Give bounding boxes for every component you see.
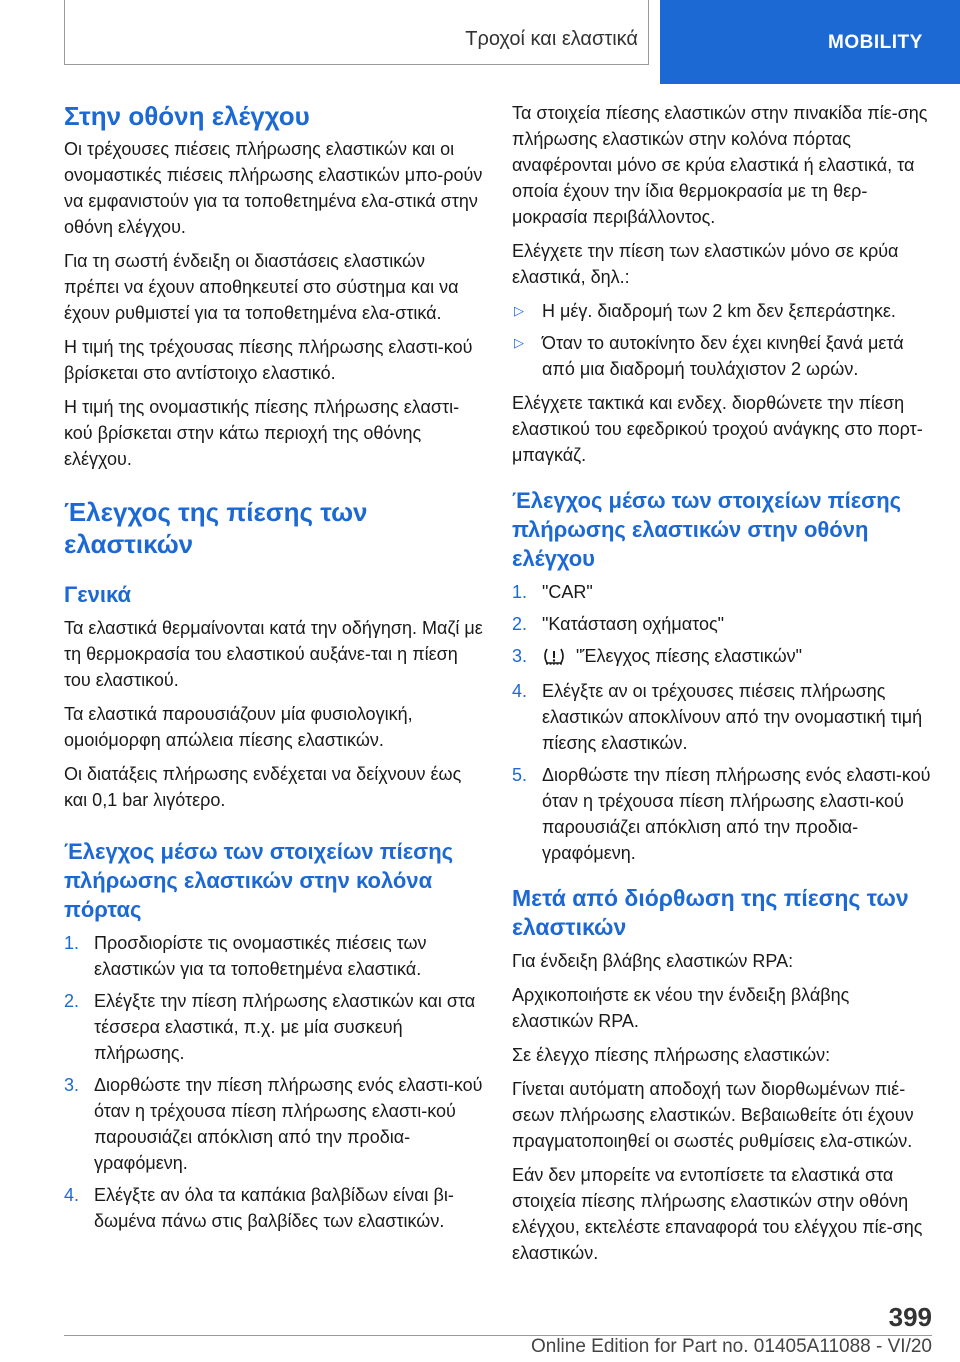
section-title-on-control-display: Στην οθόνη ελέγχου <box>64 101 310 131</box>
list-item <box>64 930 484 982</box>
step-number: 5. <box>512 765 528 785</box>
step-number: 4. <box>512 681 528 701</box>
triangle-right-bullet-icon: ▷ <box>514 335 524 350</box>
step-text: "CAR" <box>542 582 593 602</box>
paragraph: Η τιμή της τρέχουσας πίεσης πλήρωσης ελαστι-κού βρίσκεται στο αντίστοιχο ελαστικό. <box>64 337 473 383</box>
subsection-title-general: Γενικά <box>64 582 132 607</box>
list-item <box>512 678 932 756</box>
paragraph: Τα ελαστικά θερμαίνονται κατά την οδήγηση. Μαζί με τη θερμοκρασία του ελαστικού αυξάνε-ται η πίεση του ελαστικού. <box>64 618 483 690</box>
bullet-text: Όταν το αυτοκίνητο δεν έχει κινηθεί ξανά μετά από μια διαδρομή τουλάχιστον 2 ωρών. <box>542 333 904 379</box>
list-item <box>512 611 932 637</box>
paragraph: Γίνεται αυτόματη αποδοχή των διορθωμένων πιέ-σεων πλήρωσης ελαστικών. Βεβαιωθείτε ότι έχουν πραγματοποιηθεί οι σωστές ρυθμίσεις ελα-στικών. <box>512 1079 914 1151</box>
step-text: "Έλεγχος πίεσης ελαστικών" <box>576 646 803 666</box>
paragraph: Ελέγχετε την πίεση των ελαστικών μόνο σε κρύα ελαστικά, δηλ.: <box>512 241 899 287</box>
subsection-title-control-display-check: Έλεγχος μέσω των στοιχείων πίεσης πλήρωσης ελαστικών στην οθόνη ελέγχου <box>512 488 902 571</box>
footer-edition: Online Edition for Part no. 01405A11088 - VI/20 <box>530 1336 932 1357</box>
cold-tire-conditions <box>512 298 932 382</box>
step-number: 3. <box>512 646 528 666</box>
paragraph: Ελέγχετε τακτικά και ενδεχ. διορθώνετε την πίεση ελαστικού του εφεδρικού τροχού ανάγκης στο πορτ-μπαγκάζ. <box>512 393 923 465</box>
header-right-rule <box>648 0 649 65</box>
header-bottom-rule <box>64 64 648 65</box>
list-item <box>512 643 932 672</box>
paragraph: Η τιμή της ονομαστικής πίεσης πλήρωσης ελαστι-κού βρίσκεται στην κάτω περιοχή της οθόνης ελέγχου. <box>64 397 460 469</box>
step-number: 3. <box>64 1075 80 1095</box>
list-item <box>64 1182 484 1234</box>
list-item <box>512 298 932 324</box>
step-number: 2. <box>512 614 528 634</box>
paragraph: Τα στοιχεία πίεσης ελαστικών στην πινακίδα πίε-σης πλήρωσης ελαστικών στην κολόνα πόρτας αναφέρονται μόνο σε κρύα ελαστικά ή ελαστικά, τα οποία έχουν την ίδια θερμοκρασία με τη θερ-μοκρασία περιβάλλοντος. <box>512 103 928 227</box>
control-display-steps <box>512 579 932 866</box>
door-pillar-steps <box>64 930 484 1234</box>
step-number: 1. <box>512 582 528 602</box>
tire-pressure-warning-icon <box>542 646 566 672</box>
step-number: 1. <box>64 933 80 953</box>
list-item <box>512 330 932 382</box>
right-column <box>512 100 932 1274</box>
header-left-rule <box>64 0 65 65</box>
triangle-right-bullet-icon: ▷ <box>514 303 524 318</box>
paragraph: Οι τρέχουσες πιέσεις πλήρωσης ελαστικών και οι ονομαστικές πιέσεις πλήρωσης ελαστικών μπο-ρούν να εμφανιστούν για τα τοποθετημένα ελα-στικά στην οθόνη ελέγχου. <box>64 139 483 237</box>
step-number: 2. <box>64 991 80 1011</box>
header-section-title: Τροχοί και ελαστικά <box>465 28 638 50</box>
list-item <box>512 762 932 866</box>
step-text: "Κατάσταση οχήματος" <box>542 614 725 634</box>
step-number: 4. <box>64 1185 80 1205</box>
paragraph: Αρχικοποιήστε εκ νέου την ένδειξη βλάβης ελαστικών RPA. <box>512 985 850 1031</box>
header-chapter-title: MOBILITY <box>828 32 923 53</box>
list-item <box>64 1072 484 1176</box>
list-item <box>64 988 484 1066</box>
step-text: Ελέγξτε αν οι τρέχουσες πιέσεις πλήρωσης ελαστικών αποκλίνουν από την ονομαστική τιμή πίεσης ελαστικών. <box>542 681 923 753</box>
step-text: Διορθώστε την πίεση πλήρωσης ενός ελαστι-κού όταν η τρέχουσα πίεση πλήρωσης ελαστι-κού παρουσιάζει απόκλιση από την προδια-γραφόμενη. <box>94 1075 483 1173</box>
paragraph: Για τη σωστή ένδειξη οι διαστάσεις ελαστικών πρέπει να έχουν αποθηκευτεί στο σύστημα και να έχουν ρυθμιστεί για τα τοποθετημένα ελα-στικά. <box>64 251 459 323</box>
step-text: Ελέγξτε την πίεση πλήρωσης ελαστικών και στα τέσσερα ελαστικά, π.χ. με μία συσκευή πλήρωσης. <box>94 991 476 1063</box>
step-text: Διορθώστε την πίεση πλήρωσης ενός ελαστι-κού όταν η τρέχουσα πίεση πλήρωσης ελαστι-κού παρουσιάζει απόκλιση από την προδια-γραφόμενη. <box>542 765 931 863</box>
step-text: Ελέγξτε αν όλα τα καπάκια βαλβίδων είναι βι-δωμένα πάνω στις βαλβίδες των ελαστικών. <box>94 1185 454 1231</box>
paragraph: Σε έλεγχο πίεσης πλήρωσης ελαστικών: <box>512 1045 831 1065</box>
subsection-title-after-correction: Μετά από διόρθωση της πίεσης των ελαστικών <box>512 885 909 940</box>
subsection-title-door-pillar-check: Έλεγχος μέσω των στοιχείων πίεσης πλήρωσης ελαστικών στην κολόνα πόρτας <box>64 839 454 922</box>
step-text: Προσδιορίστε τις ονομαστικές πιέσεις των ελαστικών για τα τοποθετημένα ελαστικά. <box>94 933 427 979</box>
list-item <box>512 579 932 605</box>
paragraph: Για ένδειξη βλάβης ελαστικών RPA: <box>512 951 794 971</box>
section-title-tire-pressure-check: Έλεγχος της πίεσης των ελαστικών <box>64 497 368 559</box>
paragraph: Οι διατάξεις πλήρωσης ενδέχεται να δείχνουν έως και 0,1 bar λιγότερο. <box>64 764 462 810</box>
left-column <box>64 100 484 1242</box>
page-number: 399 <box>888 1302 932 1332</box>
paragraph: Εάν δεν μπορείτε να εντοπίσετε τα ελαστικά στα στοιχεία πίεσης πλήρωσης ελαστικών στην οθόνη ελέγχου, εκτελέστε επαναφορά του ελέγχου πίε-σης ελαστικών. <box>512 1165 923 1263</box>
paragraph: Τα ελαστικά παρουσιάζουν μία φυσιολογική, ομοιόμορφη απώλεια πίεσης ελαστικών. <box>64 704 413 750</box>
header-chapter-tab <box>660 0 960 84</box>
bullet-text: Η μέγ. διαδρομή των 2 km δεν ξεπεράστηκε. <box>542 301 896 321</box>
